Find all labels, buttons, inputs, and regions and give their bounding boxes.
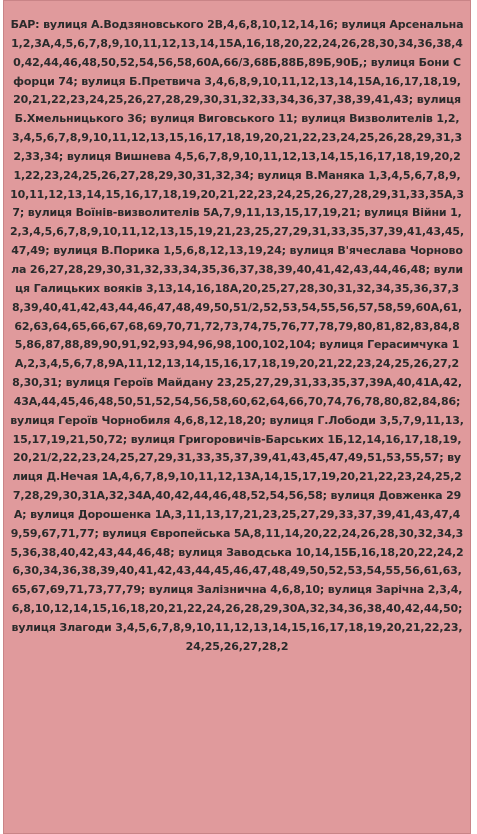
address-list-text: БАР: вулиця А.Водзяновського 2В,4,6,8,10,12,14,16; вулиця Арсенальна 1,2,3А,4,5,6,7,8,9,10,11,12,13,14,15А,16,18,20,22,24,26,28,30,34,36,38,40,42,44,46,48,50,52,54,56,58,60А,66/3,68Б,88Б,89Б,90Б,; вулиця Бони Сфорци 74; вулиця Б.Претвича 3,4,6,8,9,10,11,12,13,14,15А,16,17,18,19,20,21,22,23,24,25,26,27,28,29,30,31,32,33,34,36,37,38,39,41,43; вулиця Б.Хмельницького 36; вулиця Виговського 11; вулиця Визволителів 1,2,3,4,5,6,7,8,9,10,11,12,13,15,16,17,18,19,20,21,22,23,24,25,26,28,29,31,32,33,34; вулиця Вишнева 4,5,6,7,8,9,10,11,12,13,14,15,16,17,18,19,20,21,22,23,24,25,26,27,28,29,30,31,32,34; вулиця В.Маняка 1,3,4,5,6,7,8,9,10,11,12,13,14,15,16,17,18,19,20,21,22,23,24,25,26,27,28,29,31,33,35А,37; вулиця Воїнів-визволителів 5А,7,9,11,13,15,17,19,21; вулиця Війни 1,2,3,4,5,6,7,8,9,10,11,12,13,15,19,21,23,25,27,29,31,33,35,37,39,41,43,45,47,49; вулиця В.Порика 1,5,6,8,12,13,19,24; вулиця В'ячеслава Чорновола 26,27,28,29,30,31,32,33,34,35,36,37,38,39,40,41,42,43,44,46,48; вулиця Галицьких вояків 3,13,14,16,18А,20,25,27,28,30,31,32,34,35,36,37,38,39,40,41,42,43,44,46,47,48,49,50,51/2,52,53,54,55,56,57,58,59,60А,61,62,63,64,65,66,67,68,69,70,71,72,73,74,75,76,77,78,79,80,81,82,83,84,85,86,87,88,89,90,91,92,93,94,96,98,100,102,104; вулиця Герасимчука 1А,2,3,4,5,6,7,8,9А,11,12,13,14,15,16,17,18,19,20,21,22,23,24,25,26,27,28,30,31; вулиця Героїв Майдану 23,25,27,29,31,33,35,37,39А,40,41А,42,43А,44,45,46,48,50,51,52,54,56,58,60,62,64,66,70,74,76,78,80,82,84,86; вулиця Героїв Чорнобиля 4,6,8,12,18,20; вулиця Г.Лободи 3,5,7,9,11,13,15,17,19,21,50,72; вулиця Григоровичів-Барських 1Б,12,14,16,17,18,19,20,21/2,22,23,24,25,27,29,31,33,35,37,39,41,43,45,47,49,51,53,55,57; вулиця Д.Нечая 1А,4,6,7,8,9,10,11,12,13А,14,15,17,19,20,21,22,23,24,25,27,28,29,30,31А,32,34А,40,42,44,46,48,52,54,56,58; вулиця Довженка 29А; вулиця Дорошенка 1А,3,11,13,17,21,23,25,27,29,33,37,39,41,43,47,49,59,67,71,77; вулиця Європейська 5А,8,11,14,20,22,24,26,28,30,32,34,35,36,38,40,42,43,44,46,48; вулиця Заводська 10,14,15Б,16,18,20,22,24,26,30,34,36,38,39,40,41,42,43,44,45,46,47,48,49,50,52,53,54,55,56,61,63,65,67,69,71,73,77,79; вулиця Залізнична 4,6,8,10; вулиця Зарічна 2,3,4,6,8,10,12,14,15,16,18,20,21,22,24,26,28,29,30А,32,34,36,38,40,42,44,50; вулиця Злагоди 3,4,5,6,7,8,9,10,11,12,13,14,15,16,17,18,19,20,21,22,23,24,25,26,27,28,2 bbox=[10, 18, 464, 653]
notice-card bbox=[3, 0, 471, 834]
